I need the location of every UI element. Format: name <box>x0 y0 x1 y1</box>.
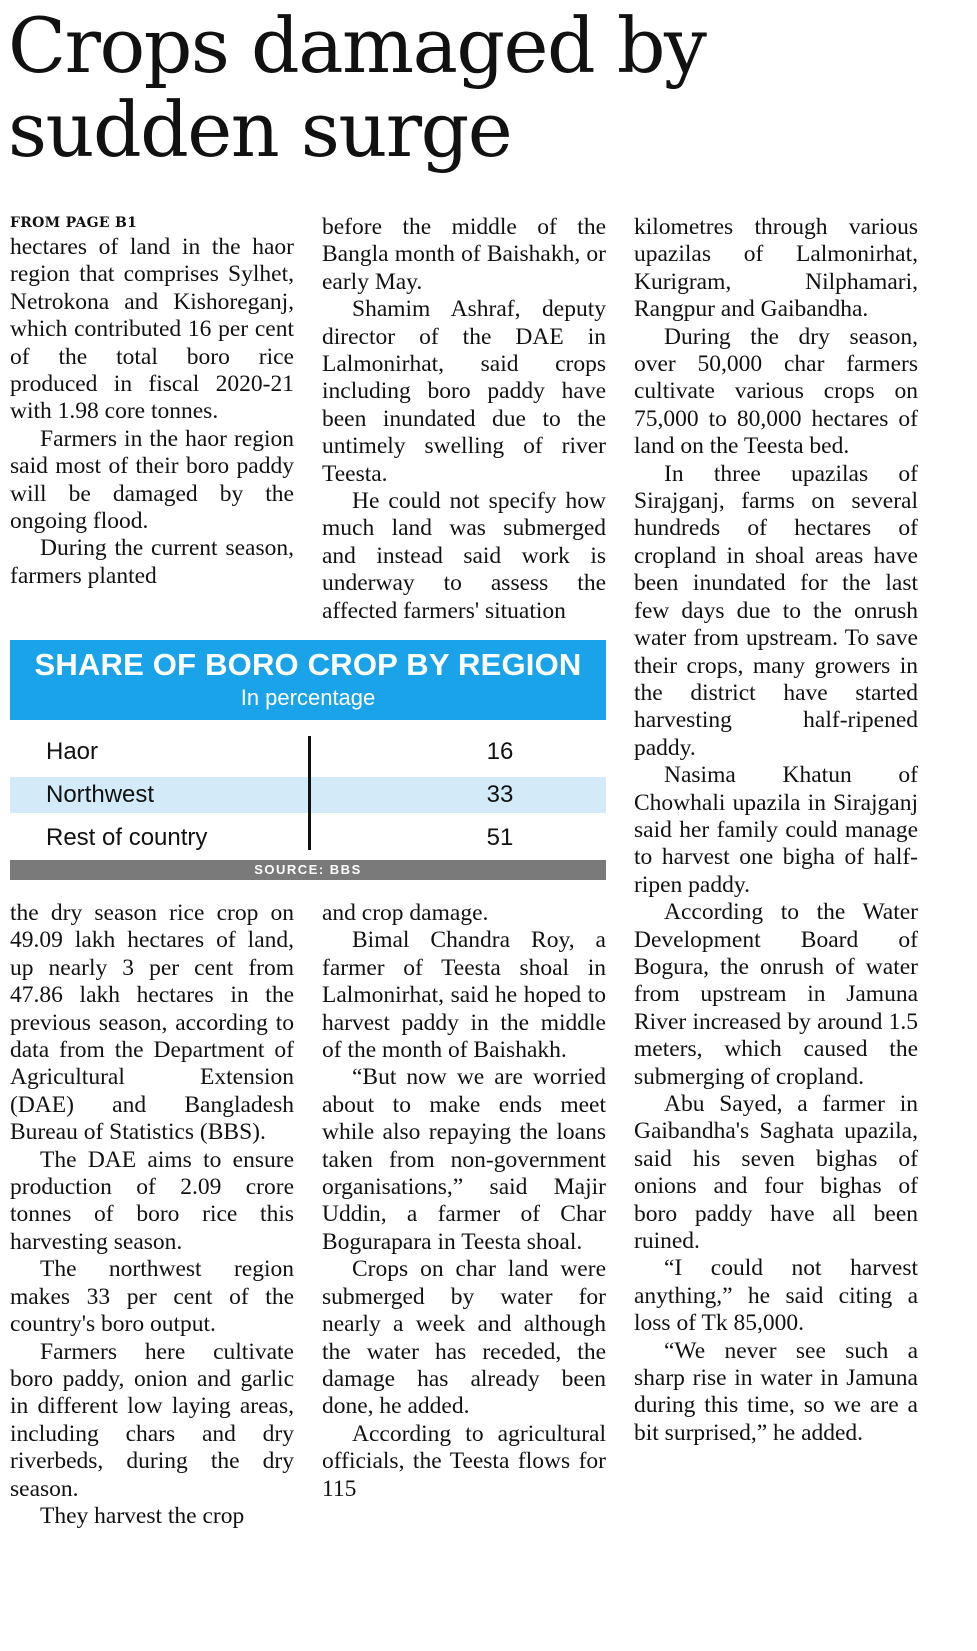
paragraph: hectares of land in the haor region that comprises Sylhet, Netrokona and Kishoreganj, which contributed 16 per cent of the total boro rice produced in fiscal 2020-21 with 1.98 core tonnes. <box>10 234 294 425</box>
paragraph: He could not specify how much land was submerged and instead said work is underway to assess the affected farmers' situation <box>322 488 606 624</box>
paragraph: Crops on char land were submerged by water for nearly a week and although the water has receded, the damage has already been done, he added. <box>322 1256 606 1420</box>
chart-header <box>10 640 606 720</box>
paragraph: “I could not harvest anything,” he said citing a loss of Tk 85,000. <box>634 1255 918 1337</box>
paragraph: Farmers here cultivate boro paddy, onion and garlic in different low laying areas, including chars and dry riverbeds, during the dry season. <box>10 1338 294 1502</box>
paragraph: They harvest the crop <box>40 1502 245 1529</box>
paragraph: According to agricultural officials, the Teesta flows for 115 <box>322 1420 606 1502</box>
column-1-top <box>10 214 294 590</box>
paragraph: The northwest region makes 33 per cent of the country's boro output. <box>10 1256 294 1338</box>
paragraph: In three upazilas of Sirajganj, farms on several hundreds of hectares of cropland in shoal areas have been inundated for the last few days due to the onrush water from upstream. To save their crops, many growers in the district have started harvesting half-ripened paddy. <box>634 460 918 761</box>
paragraph: Shamim Ashraf, deputy director of the DAE in Lalmonirhat, said crops including boro paddy have been inundated due to the untimely swelling of river Teesta. <box>322 296 606 487</box>
paragraph: kilometres through various upazilas of Lalmonirhat, Kurigram, Nilphamari, Rangpur and Gaibandha. <box>634 214 918 323</box>
column-1-bottom <box>10 900 294 1530</box>
paragraph: before the middle of the Bangla month of Baishakh, or early May. <box>322 214 606 295</box>
paragraph: According to the Water Development Board of Bogura, the onrush of water from upstream in Jamuna River increased by around 1.5 meters, which caused the submerging of cropland. <box>634 899 918 1090</box>
chart-subtitle: In percentage <box>240 685 376 710</box>
kicker: FROM PAGE B1 <box>10 215 138 231</box>
row-label: Northwest <box>46 781 155 808</box>
row-value: 33 <box>486 781 514 808</box>
paragraph: “But now we are worried about to make ends meet while also repaying the loans taken from non-government organisations,” said Majir Uddin, a farmer of Char Bogurapara in Teesta shoal. <box>322 1064 606 1255</box>
chart-title: SHARE OF BORO CROP BY REGION <box>34 647 582 682</box>
boro-share-chart <box>10 640 606 882</box>
paragraph: “We never see such a sharp rise in water in Jamuna during this time, so we are a bit surprised,” he added. <box>634 1337 918 1446</box>
row-value: 16 <box>486 738 514 765</box>
row-label: Haor <box>46 738 99 765</box>
headline: Crops damaged by sudden surge <box>8 1 706 174</box>
column-2-top <box>322 214 606 625</box>
column-divider <box>308 736 311 850</box>
paragraph: the dry season rice crop on 49.09 lakh hectares of land, up nearly 3 per cent from 47.86 lakh hectares in the previous season, according to data from the Department of Agricultural Extension (DAE) and Bangladesh Bureau of Statistics (BBS). <box>10 900 294 1146</box>
paragraph: Abu Sayed, a farmer in Gaibandha's Saghata upazila, said his seven bighas of onions and four bighas of boro paddy have all been ruined. <box>634 1091 918 1255</box>
column-2-bottom <box>322 900 606 1503</box>
paragraph: The DAE aims to ensure production of 2.09 crore tonnes of boro rice this harvesting season. <box>10 1146 294 1255</box>
paragraph: During the dry season, over 50,000 char farmers cultivate various crops on 75,000 to 80,000 hectares of land on the Teesta bed. <box>634 323 918 460</box>
paragraph: Bimal Chandra Roy, a farmer of Teesta shoal in Lalmonirhat, said he hoped to harvest paddy in the middle of the month of Baishakh. <box>322 927 606 1064</box>
paragraph: Farmers in the haor region said most of their boro paddy will be damaged by the ongoing flood. <box>10 425 294 535</box>
paragraph: Nasima Khatun of Chowhali upazila in Sirajganj said her family could manage to harvest one bigha of half-ripen paddy. <box>634 762 918 898</box>
row-value: 51 <box>486 824 514 851</box>
row-label: Rest of country <box>46 824 208 851</box>
column-3 <box>634 214 918 1447</box>
source-credit: SOURCE: BBS <box>10 860 606 880</box>
paragraph: and crop damage. <box>322 900 489 926</box>
paragraph: During the current season, farmers planted <box>10 535 294 589</box>
